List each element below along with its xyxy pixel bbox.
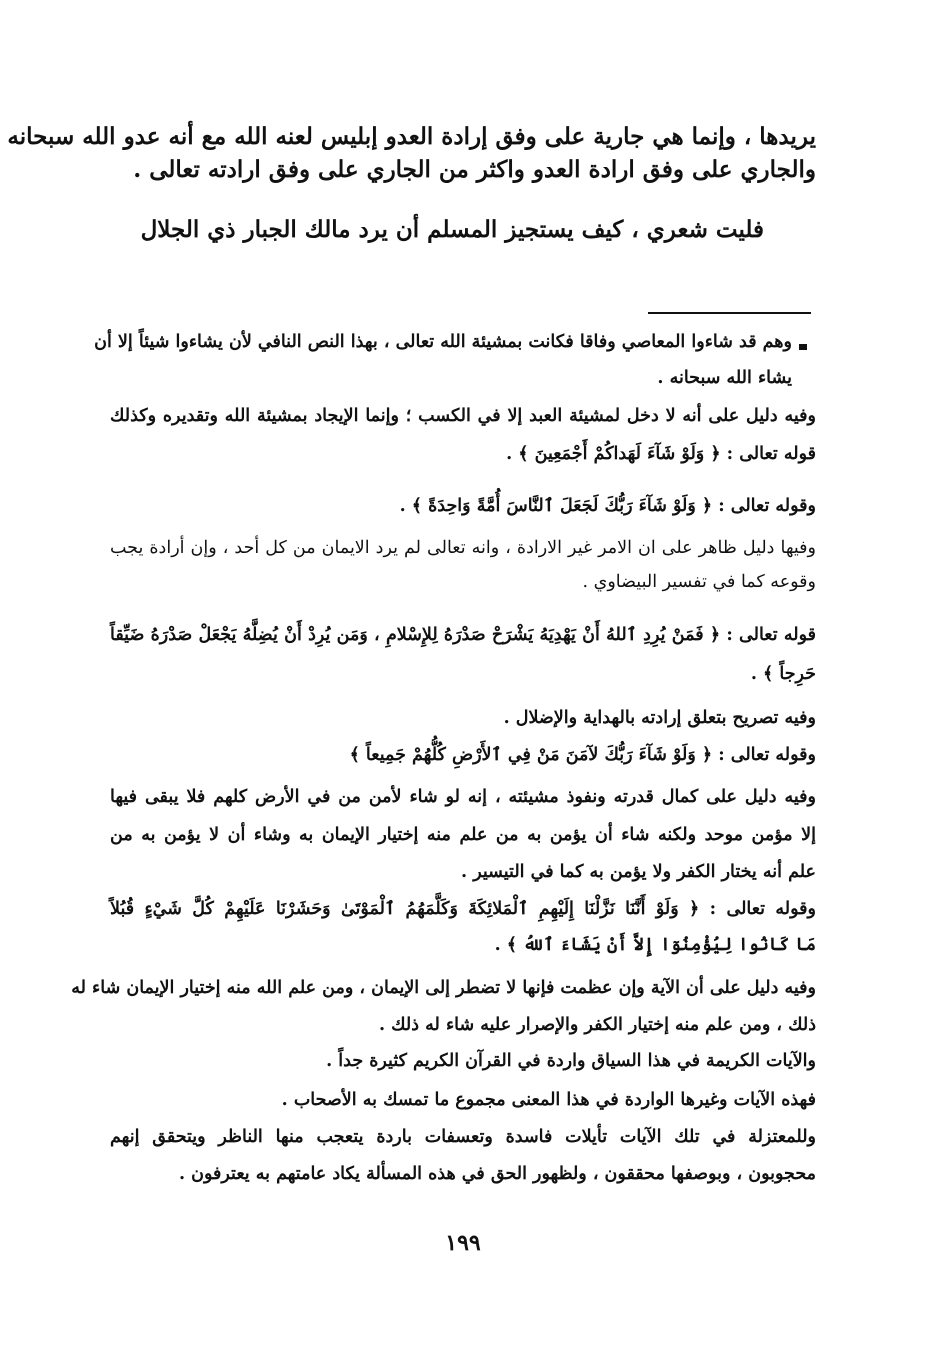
footnote-line: مَا كَانُوا لِيُؤْمِنُوٓا إِلاَّ أَنْ يَشَاءَ ٱللهُ ﴾ . <box>494 935 816 955</box>
main-text-line: والجاري على وفق ارادة العدو واكثر من الجاري على وفق ارادته تعالى . <box>133 156 816 183</box>
footnote-line: محجوبون ، وبوصفها محققون ، ولظهور الحق في هذه المسألة يكاد عامتهم به يعترفون . <box>178 1164 816 1184</box>
footnote-line: وفيها دليل ظاهر على ان الامر غير الارادة ، وانه تعالى لم يرد الايمان من كل أحد ، وإن أرادة يجب <box>110 538 816 558</box>
footnote-line: والآيات الكريمة في هذا السياق واردة في القرآن الكريم كثيرة جداً . <box>326 1051 816 1071</box>
footnote-line: ذلك ، ومن علم منه إختيار الكفر والإصرار عليه شاء له ذلك . <box>378 1015 816 1035</box>
footnote-line: وقوله تعالى : ﴿ وَلَوْ شَآءَ رَبُّكَ لآمَنَ مَنْ فِي ٱلأَرْضِ كُلُّهُمْ جَمِيعاً ﴾ <box>349 745 816 765</box>
footnote-line: إلا مؤمن موحد ولكنه شاء أن يؤمن به من علم منه إختيار الإيمان به وشاء أن لا يؤمن به من <box>110 825 816 845</box>
footnote-line: قوله تعالى : ﴿ وَلَوْ شَآءَ لَهَداكُمْ أَجْمَعِينَ ﴾ . <box>506 444 816 464</box>
footnote-line: وقوله تعالى : ﴿ وَلَوْ شَآءَ رَبُّكَ لَجَعَلَ ٱلنَّاسَ أُمَّةً وَاحِدَةً ﴾ . <box>399 496 816 516</box>
footnote-line: علم أنه يختار الكفر ولا يؤمن به كما في التيسير . <box>461 862 816 882</box>
footnote-line: وفيه دليل على أنه لا دخل لمشيئة العبد إلا في الكسب ؛ وإنما الإيجاد بمشيئة الله وتقديره وكذلك <box>110 406 816 426</box>
footnote-line: وللمعتزلة في تلك الآيات تأيلات فاسدة وتعسفات باردة يتعجب منها الناظر ويتحقق إنهم <box>110 1127 816 1147</box>
footnote-line: فهذه الآيات وغيرها الواردة في هذا المعنى مجموع ما تمسك به الأصحاب . <box>281 1090 816 1110</box>
main-text-line: يريدها ، وإنما هي جارية على وفق إرادة العدو إبليس لعنه الله مع أنه عدو الله سبحانه <box>7 123 816 150</box>
main-text-line: فليت شعري ، كيف يستجيز المسلم أن يرد مالك الجبار ذي الجلال <box>140 216 764 243</box>
page-number: ١٩٩ <box>445 1230 481 1256</box>
footnote-line: حَرِجاً ﴾ . <box>750 664 816 684</box>
footnote-marker <box>799 344 807 350</box>
footnote-line: قوله تعالى : ﴿ فَمَنْ يُرِدِ ٱللهُ أَنْ يَهْدِيَهُ يَشْرَحْ صَدْرَهُ لِلإِسْلامِ ، وَمَن يُرِدْ أَنْ يُضِلَّهُ يَجْعَلْ صَدْرَهُ ضَيِّقاً <box>110 625 816 645</box>
footnote-line: وقوعه كما في تفسير البيضاوي . <box>582 572 816 592</box>
footnote-line: وفيه تصريح بتعلق إرادته بالهداية والإضلال . <box>503 708 816 728</box>
footnote-line: وفيه دليل على أن الآية وإن عظمت فإنها لا تضطر إلى الإيمان ، ومن علم الله منه إختيار الإيمان شاء له <box>71 978 816 998</box>
footnote-line: وهم قد شاءوا المعاصي وفاقا فكانت بمشيئة الله تعالى ، بهذا النص النافي لأن يشاءوا شيئاً إلا أن <box>94 332 792 352</box>
footnote-line: وفيه دليل على كمال قدرته ونفوذ مشيئته ، إنه لو شاء لأمن من في الأرض كلهم فلا يبقى فيها <box>110 787 816 807</box>
footnote-divider <box>648 312 811 314</box>
footnote-line: يشاء الله سبحانه . <box>657 368 792 388</box>
footnote-line: وقوله تعالى : ﴿ وَلَوْ أَنَّنَا نَزَّلْنَا إِلَيْهِمِ ٱلْمَلائِكَةَ وَكَلَّمَهُمُ ٱلْمَوْتَىٰ وَحَشَرْنَا عَلَيْهِمْ كُلَّ شَيْءٍ قُبُلاً <box>110 899 816 919</box>
